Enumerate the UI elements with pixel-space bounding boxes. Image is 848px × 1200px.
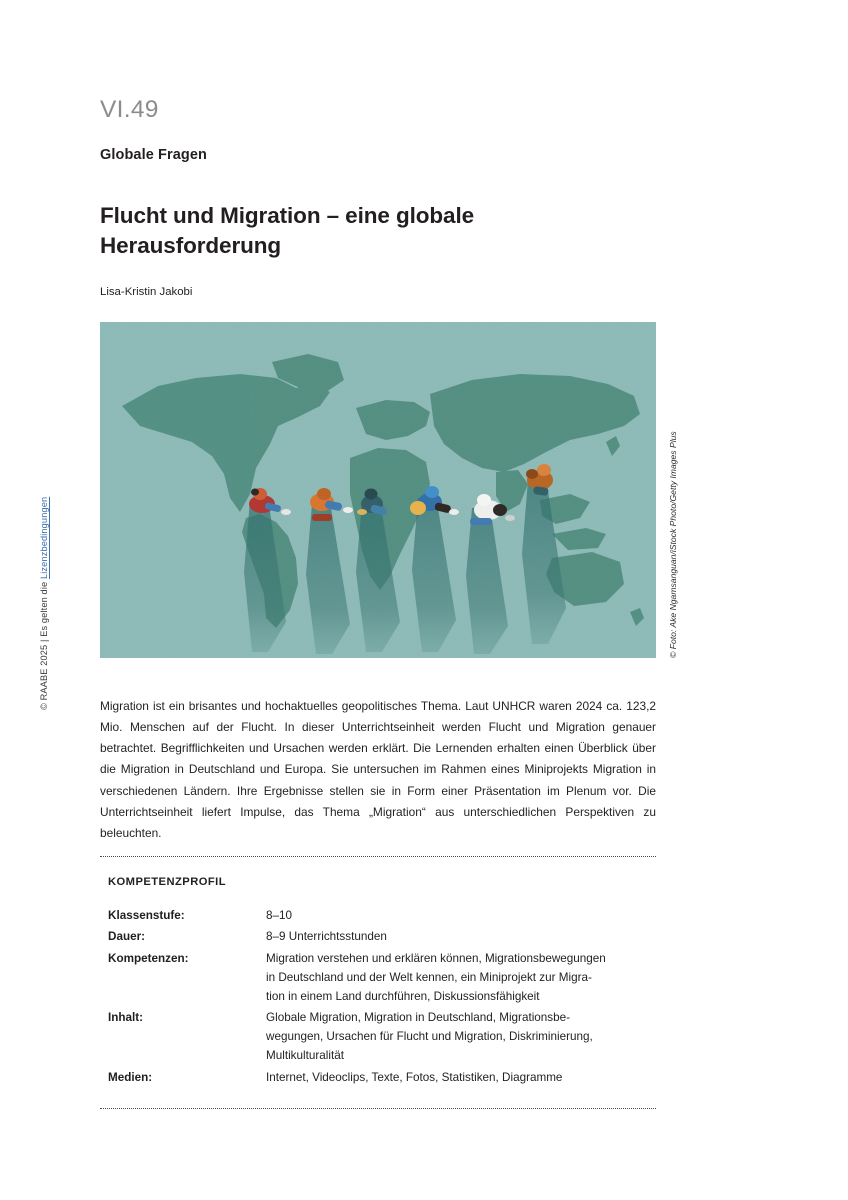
- table-row: [108, 907, 656, 928]
- world-map-people-photo: [100, 322, 656, 658]
- table-row: [108, 928, 656, 949]
- competence-profile-table: [108, 907, 656, 1090]
- separator-bottom: [100, 1108, 656, 1109]
- license-notice: [40, 497, 49, 710]
- license-conditions-link[interactable]: Lizenzbedingungen: [39, 496, 49, 580]
- unit-code: VI.49: [100, 96, 159, 123]
- table-row: [108, 1009, 656, 1068]
- series-title: Globale Fragen: [100, 147, 207, 163]
- hero-image-container: [100, 322, 656, 658]
- row-value: [266, 950, 656, 1009]
- row-value: [266, 1069, 656, 1090]
- row-value: [266, 928, 656, 949]
- value-line: Multikulturalität: [266, 1049, 344, 1063]
- value-line: Migration verstehen und erklären können, Migrationsbewegungen: [266, 951, 606, 965]
- row-label: Inhalt:: [108, 1011, 144, 1025]
- abstract-text: Migration ist ein brisantes und hochaktuelles geopolitisches Thema. Laut UNHCR waren 2024 ca. 123,2 Mio. Menschen auf der Flucht. In dieser Unterrichtseinheit werden Flucht und Migration genauer betrachtet. Begrifflichkeiten und Ursachen werden erklärt. Die Lernenden erhalten einen Überblick über die Migration in Deutschland und Europa. Sie untersuchen im Rahmen eines Miniprojekts Migration in verschiedenen Ländern. Ihre Ergebnisse stellen sie in Form einer Präsentation im Plenum vor. Die Unterrichtseinheit liefert Impulse, das Thema „Migration“ aus unterschiedlichen Perspektiven zu beleuchten.: [100, 698, 656, 841]
- table-row: [108, 1069, 656, 1090]
- photo-credit-container: [660, 322, 678, 658]
- value-line: tion in einem Land durchführen, Diskussionsfähigkeit: [266, 989, 540, 1003]
- table-row: [108, 950, 656, 1009]
- value-line: 8–10: [266, 909, 293, 922]
- row-label: Dauer:: [108, 930, 146, 944]
- competence-profile-body: [108, 907, 656, 1090]
- value-line: in Deutschland und der Welt kennen, ein Miniprojekt zur Migra-: [266, 970, 592, 984]
- photo-credit: © Foto: Ake Ngamsanguan/iStock Photo/Getty Images Plus: [668, 431, 678, 658]
- row-label: Medien:: [108, 1070, 153, 1084]
- row-value: [266, 907, 656, 928]
- page-title: Flucht und Migration – eine globale Herausforderung: [100, 203, 475, 258]
- row-label: Klassenstufe:: [108, 909, 185, 922]
- separator-top: [100, 856, 656, 857]
- value-line: 8–9 Unterrichtsstunden: [266, 930, 387, 944]
- value-line: wegungen, Ursachen für Flucht und Migration, Diskriminierung,: [266, 1030, 593, 1044]
- competence-profile-heading: KOMPETENZPROFIL: [108, 876, 227, 888]
- row-value: [266, 1009, 656, 1068]
- value-line: Internet, Videoclips, Texte, Fotos, Statistiken, Diagramme: [266, 1070, 563, 1084]
- license-strip: [28, 470, 52, 710]
- row-label: Kompetenzen:: [108, 951, 189, 965]
- author-name: Lisa-Kristin Jakobi: [100, 286, 193, 298]
- license-notice-prefix: © RAABE 2025 | Es gelten die: [39, 579, 49, 710]
- value-line: Globale Migration, Migration in Deutschland, Migrationsbe-: [266, 1011, 571, 1025]
